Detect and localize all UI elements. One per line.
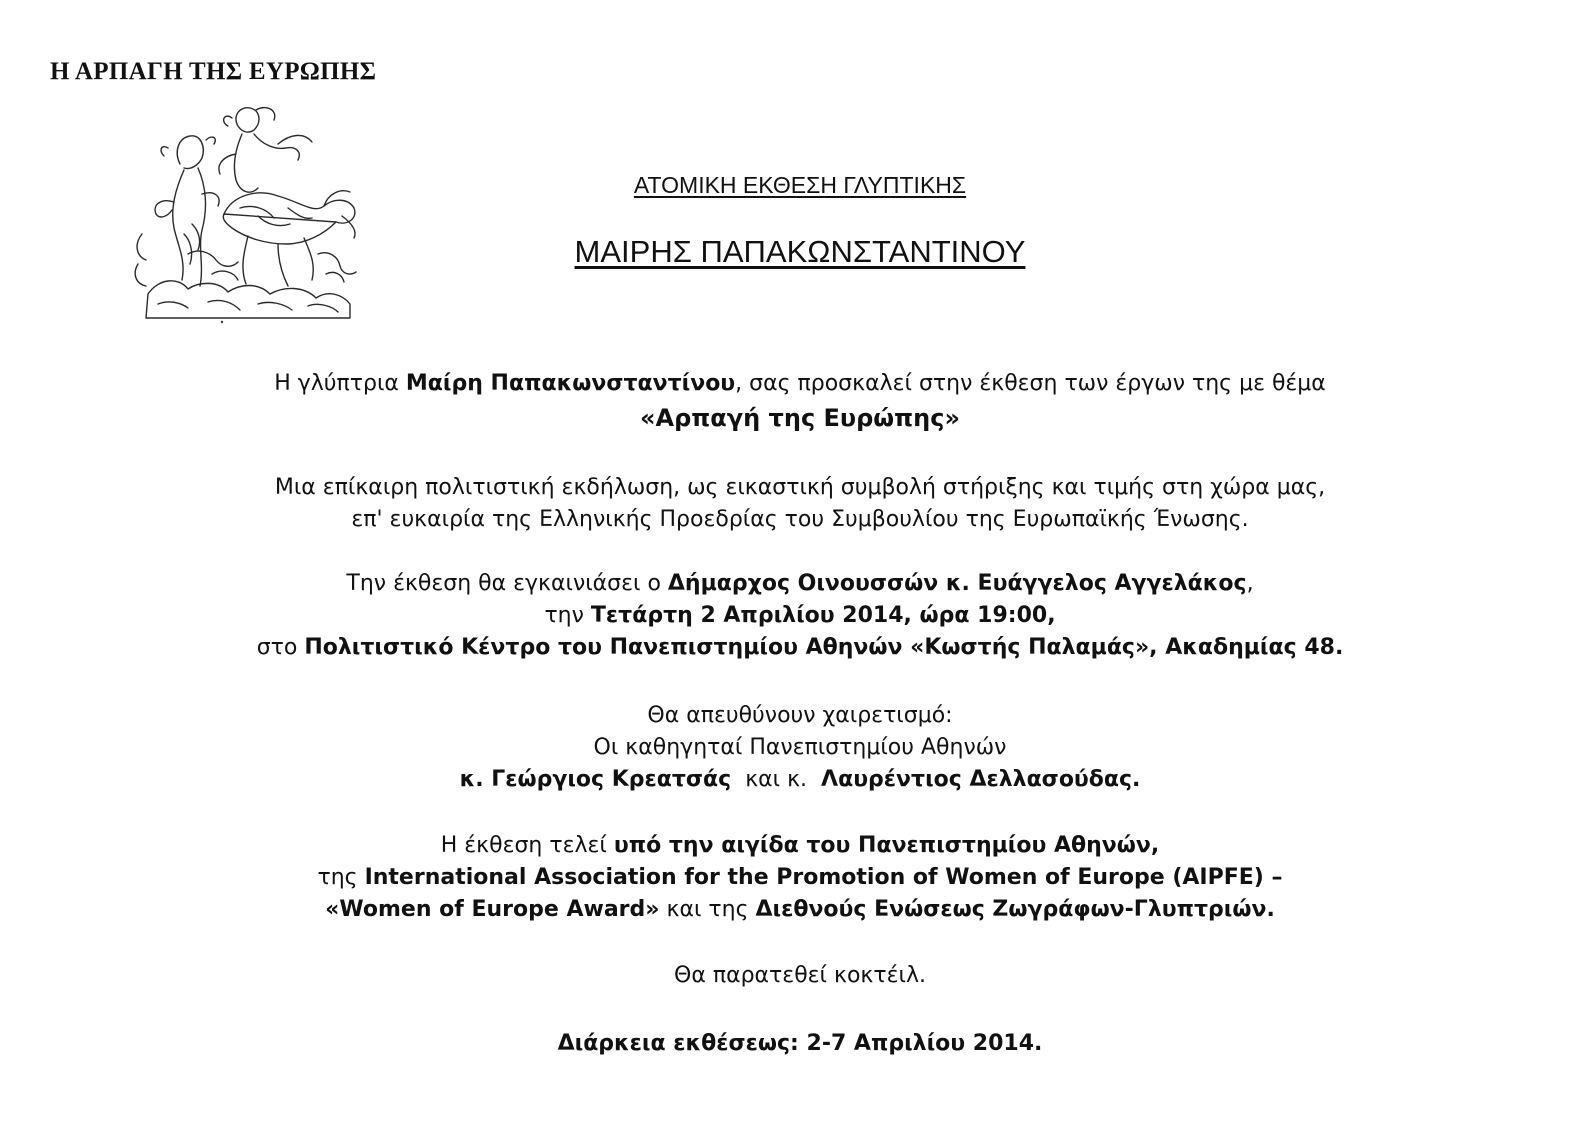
opening-text: Την έκθεση θα εγκαινιάσει ο	[346, 571, 668, 596]
speaker-name-1: κ. Γεώργιος Κρεατσάς	[459, 767, 732, 792]
opening-line-3	[100, 634, 1500, 662]
occasion-line-1: Μια επίκαιρη πολιτιστική εκδήλωση, ως εικαστική συμβολή στήριξης και τιμής στη χώρα μας,	[274, 475, 1326, 500]
patron-award: «Women of Europe Award»	[325, 897, 660, 922]
invitation-line	[100, 370, 1500, 398]
invitation-text: , σας προσκαλεί στην έκθεση των έργων της με θέμα	[735, 371, 1326, 396]
patronage-line-1	[100, 832, 1500, 860]
sculpture-illustration	[128, 104, 364, 326]
patronage-text: και της	[659, 897, 756, 922]
mayor-name: Δήμαρχος Οινουσσών κ. Ευάγγελος Αγγελάκος	[667, 571, 1247, 596]
sculptor-name: Μαίρη Παπακωνσταντίνου	[405, 371, 736, 396]
patronage-text: της	[317, 865, 365, 890]
greetings-line-3	[100, 766, 1500, 794]
cocktail-note: Θα παρατεθεί κοκτέιλ.	[674, 963, 926, 988]
patronage-line-3	[100, 896, 1500, 924]
patronage-text: Η έκθεση τελεί	[440, 833, 614, 858]
opening-line-2	[100, 602, 1500, 630]
opening-text: την	[544, 603, 591, 628]
patron-university: υπό την αιγίδα του Πανεπιστημίου Αθηνών,	[613, 833, 1160, 858]
artist-name-heading: ΜΑΙΡΗΣ ΠΑΠΑΚΩΝΣΤΑΝΤΙΝΟΥ	[574, 234, 1026, 269]
occasion-line-2: επ' ευκαιρία της Ελληνικής Προεδρίας του Συμβουλίου της Ευρωπαϊκής Ένωσης.	[351, 507, 1249, 532]
greetings-joiner: και κ.	[731, 767, 822, 792]
invitation-text: Η γλύπτρια	[274, 371, 406, 396]
document-title: Η ΑΡΠΑΓΗ ΤΗΣ ΕΥΡΩΠΗΣ	[50, 58, 377, 85]
patronage-line-2	[100, 864, 1500, 892]
patron-aipfe: International Association for the Promotion of Women of Europe (AIPFE) –	[364, 865, 1283, 890]
opening-text: ,	[1246, 571, 1254, 596]
opening-text: στο	[256, 635, 305, 660]
speaker-name-2: Λαυρέντιος Δελλασούδας.	[821, 767, 1141, 792]
opening-line-1	[100, 570, 1500, 598]
exhibition-subtitle: ΑΤΟΜΙΚΗ ΕΚΘΕΣΗ ΓΛΥΠΤΙΚΗΣ	[633, 172, 967, 198]
exhibition-theme: «Αρπαγή της Ευρώπης»	[640, 404, 960, 432]
greetings-line-2: Οι καθηγηταί Πανεπιστημίου Αθηνών	[593, 735, 1007, 760]
greetings-line-1: Θα απευθύνουν χαιρετισμό:	[647, 703, 953, 728]
opening-date: Τετάρτη 2 Απριλίου 2014, ώρα 19:00,	[590, 603, 1056, 628]
patron-union: Διεθνούς Ενώσεως Ζωγράφων-Γλυπτριών.	[755, 897, 1275, 922]
exhibition-duration: Διάρκεια εκθέσεως: 2-7 Απριλίου 2014.	[557, 1031, 1043, 1056]
venue: Πολιτιστικό Κέντρο του Πανεπιστημίου Αθηνών «Κωστής Παλαμάς», Ακαδημίας 48.	[304, 635, 1344, 660]
